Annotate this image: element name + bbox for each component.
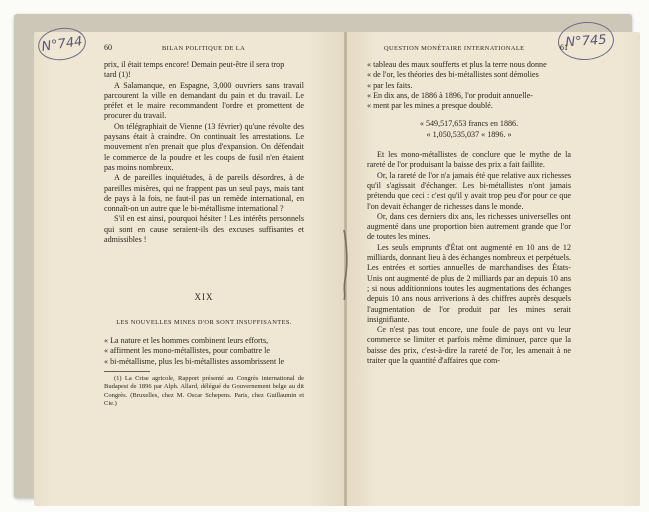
paragraph: Or, dans ces derniers dix ans, les richesses universelles ont augmenté dans une proportion bien autrement grande que l'or de toutes les mines.	[367, 211, 571, 242]
quote-line: « de l'or, les théories des bi-métallistes sont démolies	[367, 70, 539, 80]
quote-line: « ment par les mines a presque doublé.	[367, 101, 493, 111]
quote-line: « tableau des maux soufferts et plus la terre nous donne	[367, 60, 547, 69]
quote-line: « En dix ans, de 1886 à 1896, l'or produit annuelle-	[367, 90, 533, 100]
page-number-right: 61	[560, 43, 568, 52]
quote-line: « par les faits.	[367, 80, 413, 90]
left-body-top	[104, 60, 304, 245]
library-stamp-left: N°744	[36, 25, 88, 63]
running-head-right: QUESTION MONÉTAIRE INTERNATIONALE	[384, 45, 525, 52]
quote-line: « La nature et les hommes combinent leurs efforts,	[104, 336, 269, 345]
running-head-left: BILAN POLITIQUE DE LA	[162, 45, 246, 52]
paragraph: Or, la rareté de l'or n'a jamais été que relative aux richesses qu'il s'agissait d'échanger. Les bi-métallistes n'ont jamais prétendu que ceci : c'est qu'il y avait trop peu d'or pour ce que l'on devait échanger de richesses dans le monde.	[367, 170, 571, 211]
paragraph: A Salamanque, en Espagne, 3,000 ouvriers sans travail parcourent la ville en demandant du pain et du travail. Le préfet et le maire recommandent l'ordre et promettent de procurer du travail.	[104, 80, 304, 121]
right-body	[367, 60, 571, 366]
quote-line: « affirment les mono-métallistes, pour combattre le	[104, 346, 270, 356]
paragraph: Ce n'est pas tout encore, une foule de pays ont vu leur commerce se limiter et parfois même diminuer, parce que la baisse des prix, c'est-à-dire la rareté de l'or, les amenait à ne traiter que la quantité d'affaires que com-	[367, 325, 571, 366]
figure-line: « 549,517,653 francs en 1886.	[419, 119, 519, 129]
paragraph: S'il en est ainsi, pourquoi hésiter ! Les intérêts personnels qui sont en cause seraient-ils des excuses suffisantes et admissibles !	[104, 214, 304, 245]
section-title: LES NOUVELLES MINES D'OR SONT INSUFFISANTES.	[116, 319, 292, 326]
paragraph: Et les mono-métallistes de conclure que le mythe de la rareté de l'or produisant la baisse des prix a fait faillite.	[367, 150, 571, 170]
paragraph: On télégraphiait de Vienne (13 février) qu'une révolte des paysans était à craindre. On continuait les arrestations. Le mouvement n'en prenait que plus d'expansion. On défendait le commerce de la poudre et les coups de fusil n'en étaient pas moins nombreux.	[104, 121, 304, 172]
paragraph: Les seuls emprunts d'État ont augmenté en 10 ans de 12 milliards, donnant lieu à des échanges nombreux et perpétuels. Les entrées et sorties annuelles de marchandises des États-Unis ont augmenté de plus de 2 milliards par an depuis 10 ans ; si nous additionnions toutes les augmentations des échanges depuis 10 ans nous arriverions à des chiffres auprès desquels l'augmentation de l'or produit par les mines serait insignifiante.	[367, 242, 571, 324]
quote-line: « bi-métallisme, plus les bi-métallistes assombrissent le	[104, 356, 285, 366]
footnote: (1) La Crise agricole, Rapport présenté au Congrès international de Budapest de 1896 par Alph. Allard, délégué du Gouvernement belge au dit Congrès. (Bruxelles, chez M. Oscar Schepens. Paris, chez Guillaumin et Cie.)	[104, 375, 304, 407]
text-line: tard (1)!	[104, 70, 131, 80]
paragraph: A de pareilles inquiétudes, à de pareils désordres, à de pareilles misères, qui ne frappent pas un seul pays, mais tant de pays à la fois, ne faut-il pas un remède international, en connaît-on un autre que le bi-métallisme international ?	[104, 173, 304, 214]
figure-line: « 1,050,535,037 « 1896. »	[426, 129, 512, 139]
left-quote	[104, 336, 304, 367]
footnote-rule	[104, 371, 150, 372]
library-stamp-right: N°745	[557, 20, 616, 62]
page-number-left: 60	[104, 43, 112, 52]
text-line: prix, il était temps encore! Demain peut-être il sera trop	[104, 60, 285, 69]
chapter-number: XIX	[194, 292, 214, 302]
binding-thread	[340, 230, 349, 300]
